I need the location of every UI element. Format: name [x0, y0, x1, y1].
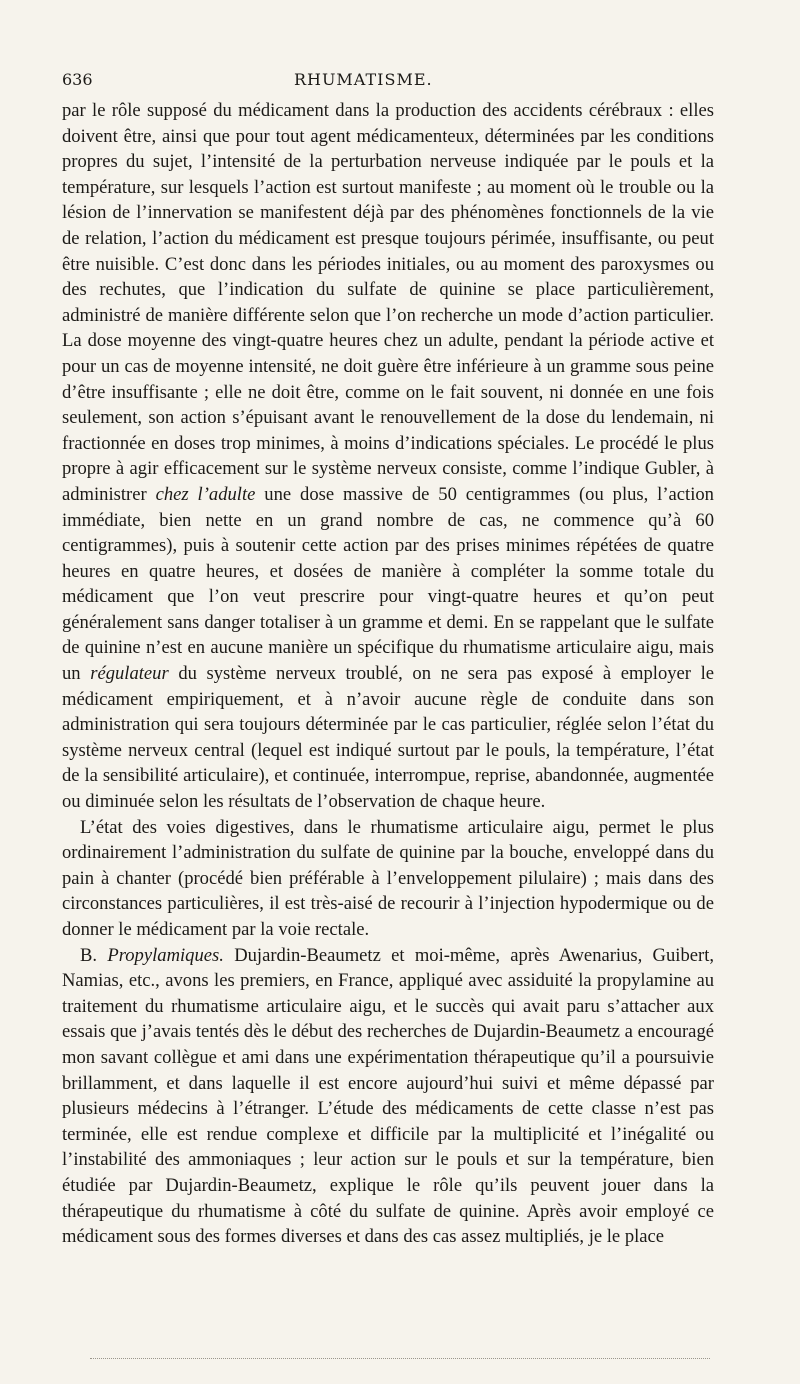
paragraph-3 — [62, 943, 714, 1250]
running-title: RHUMATISME. — [293, 70, 433, 89]
section-letter: B. — [80, 944, 98, 966]
paragraph-3-text: Dujardin-Beaumetz et moi-même, après Awenarius, Guibert, Namias, etc., avons les premiers, en France, appliqué avec assiduité la propylamine au traitement du rhumatisme articulaire aigu, et le succès qui avait paru s’attacher aux essais que j’avais tentés dès le début des recherches de Dujardin-Beaumetz a encouragé mon savant collègue et ami dans une expérimentation thérapeutique qu’il a poursuivie brillamment, et dans laquelle il est encore aujourd’hui suivi et même dépassé par plusieurs médecins à l’étranger. L’étude des médicaments de cette classe n’est pas terminée, elle est rendue complexe et difficile par la multiplicité et l’inégalité ou l’instabilité des ammoniaques ; leur action sur le pouls et sur la température, bien étudiée par Dujardin-Beaumetz, explique le rôle qu’ils peuvent jouer dans la thérapeutique du rhumatisme à côté du sulfate de quinine. Après avoir employé ce médicament sous des formes diverses et dans des cas assez multipliés, je le place — [62, 944, 715, 1248]
running-header — [62, 70, 714, 92]
paragraph-2: L’état des voies digestives, dans le rhumatisme articulaire aigu, permet le plus ordinairement l’administration du sulfate de quinine par la bouche, enveloppé dans du pain à chanter (procédé bien préférable à l’enveloppement pilulaire) ; mais dans des circonstances particulières, il est très-aisé de recourir à l’injection hypodermique ou de donner le médicament par la voie rectale. — [62, 816, 714, 940]
paragraph-1-italic-a: chez l’adulte — [155, 483, 256, 505]
footer-rule — [90, 1358, 710, 1359]
paragraph-1-text-a: par le rôle supposé du médicament dans la production des accidents cérébraux : elles doivent être, ainsi que pour tout agent médicamenteux, déterminées par les conditions propres du sujet, l’intensité de la perturbation nerveuse indiquée par le pouls et la température, sur lesquels l’action est surtout manifeste ; au moment où le trouble ou la lésion de l’innervation se manifestent déjà par des phénomènes fonctionnels de la vie de relation, l’action du médicament est presque toujours périmée, insuffisante, ou peut être nuisible. C’est donc dans les périodes initiales, ou au moment des paroxysmes ou des rechutes, que l’indication du sulfate de quinine se place particulièrement, administré de manière différente selon que l’on recherche un mode d’action particulier. La dose moyenne des vingt-quatre heures chez un adulte, pendant la période active et pour un cas de moyenne intensité, ne doit guère être inférieure à un gramme sous peine d’être insuffisante ; elle ne doit être, comme on le fait souvent, ni donnée en une fois seulement, son action s’épuisant avant le renouvellement de la dose du lendemain, ni fractionnée en doses trop minimes, à moins d’indications spéciales. Le procédé le plus propre à agir efficacement sur le système nerveux consiste, comme l’indique Gubler, à administrer — [62, 100, 714, 505]
paragraph-1 — [62, 98, 714, 815]
paragraph-1-text-b: une dose massive de 50 centigrammes (ou plus, l’action immédiate, bien nette en un grand nombre de cas, ne commence qu’à 60 centigrammes), puis à soutenir cette action par des prises minimes répétées de quatre heures en quatre heures, et dosées de manière à compléter la somme totale du médicament que l’on veut prescrire pour vingt-quatre heures et qu’on peut généralement sans danger totaliser à un gramme et demi. En se rappelant que le sulfate de quinine n’est en aucune manière un spécifique du rhumatisme articulaire aigu, mais un — [62, 483, 714, 685]
body-text — [62, 98, 714, 1250]
section-heading: Propylamiques. — [107, 944, 224, 966]
paragraph-1-text-c: du système nerveux troublé, on ne sera pas exposé à employer le médicament empiriquement, et à n’avoir aucune règle de conduite dans son administration qui sera toujours déterminée par le cas particulier, réglée selon l’état du système nerveux central (lequel est indiqué surtout par le pouls, la température, l’état de la sensibilité articulaire), et continuée, interrompue, reprise, abandonnée, augmentée ou diminuée selon les résultats de l’observation de chaque heure. — [62, 663, 714, 813]
page-number: 636 — [62, 70, 93, 89]
paragraph-1-italic-b: régulateur — [90, 663, 169, 685]
book-page — [62, 70, 714, 1250]
